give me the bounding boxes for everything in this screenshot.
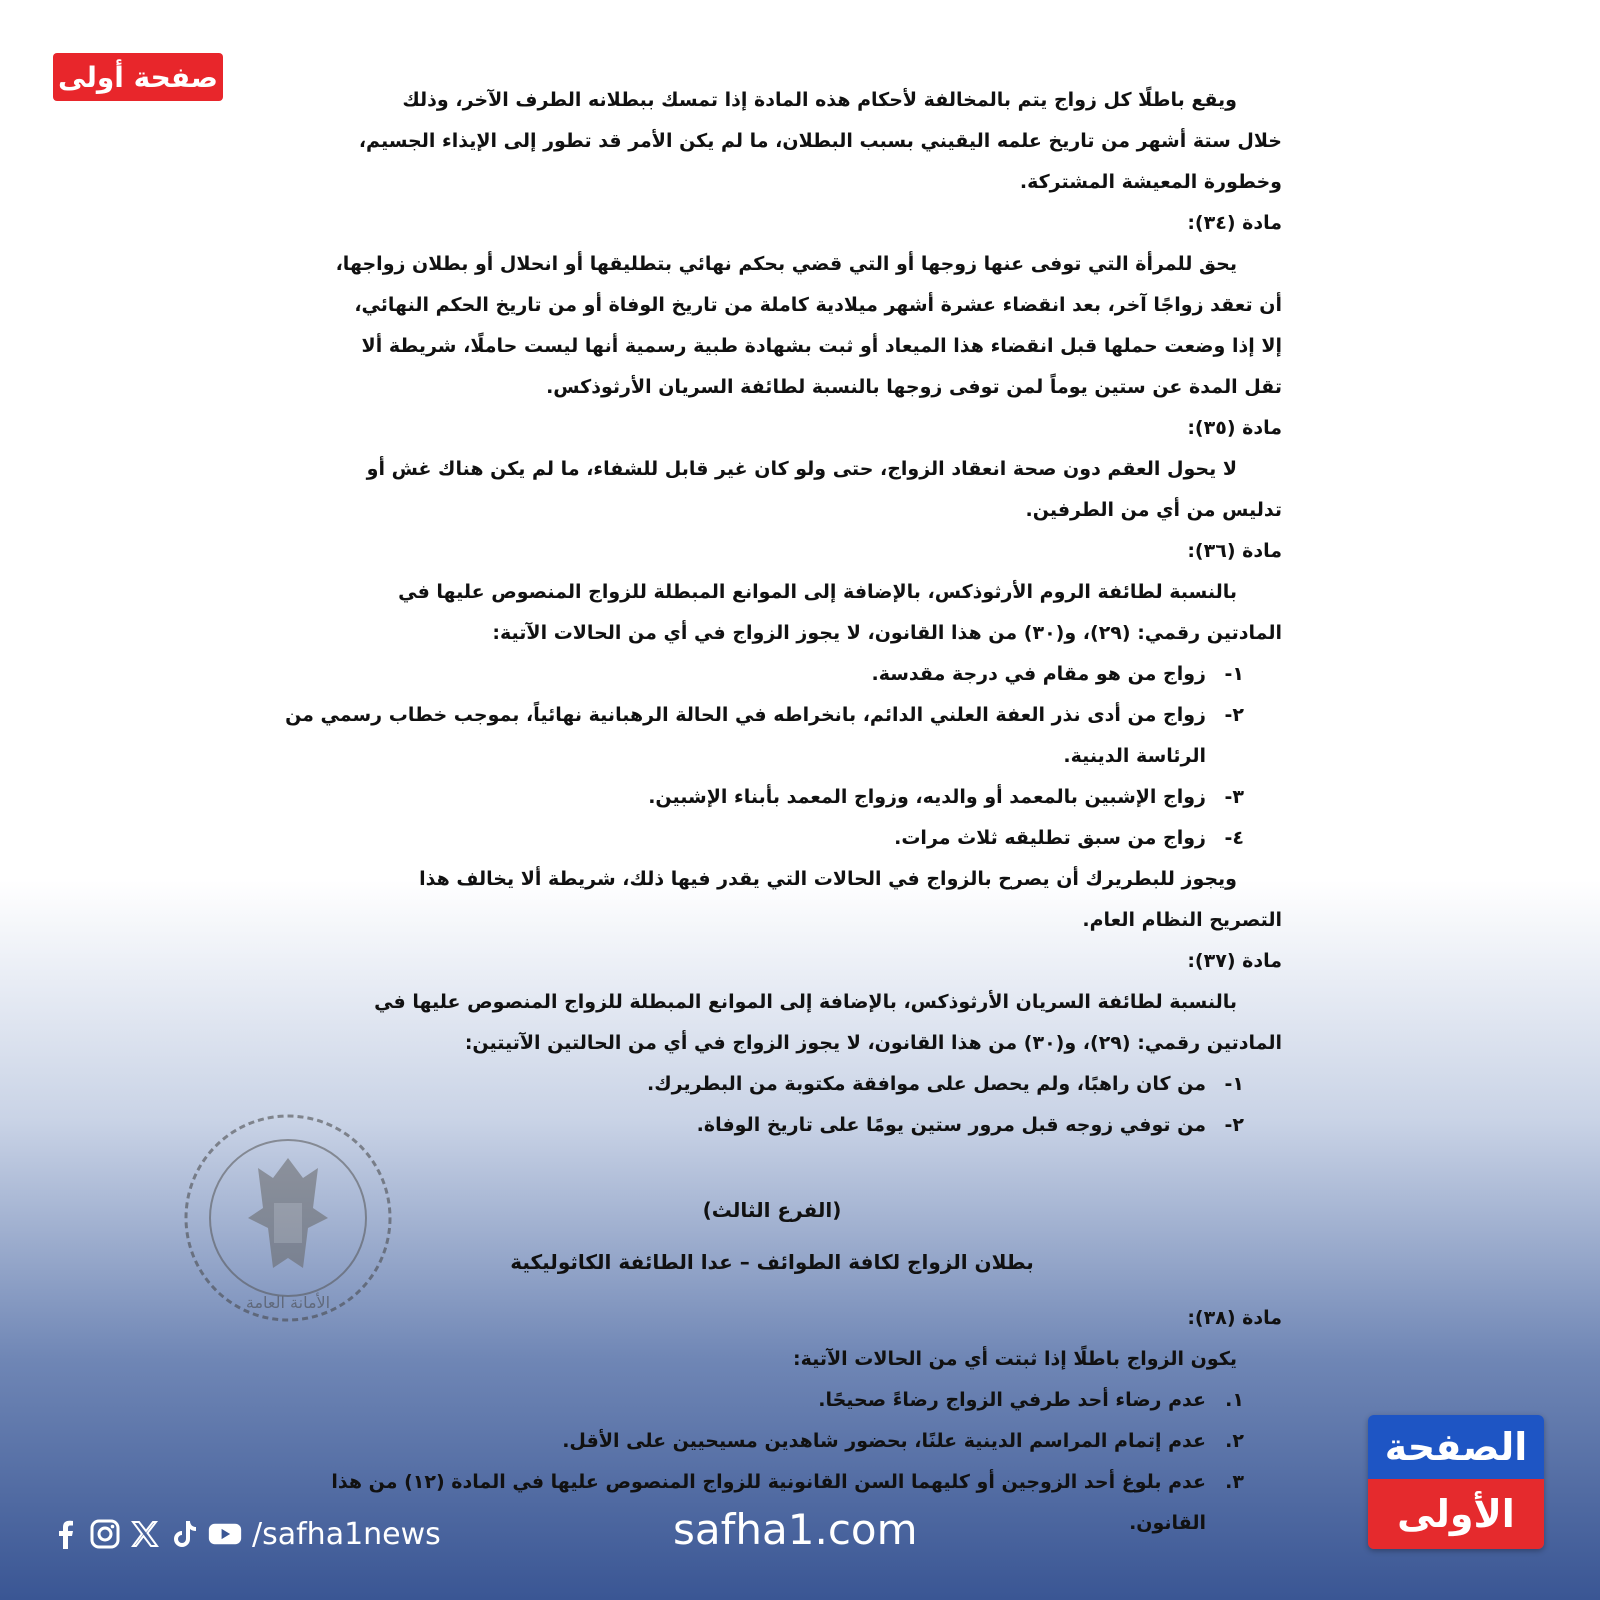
section-heading-line2: بطلان الزواج لكافة الطوائف – عدا الطائفة الكاثوليكية [510, 1250, 1034, 1274]
section-heading [262, 1146, 1282, 1298]
article-34-line: أن تعقد زواجًا آخر، بعد انقضاء عشرة أشهر ميلادية كاملة من تاريخ الوفاة أو من تاريخ الحكم النهائي، [354, 294, 1282, 316]
article-35-line: لا يحول العقم دون صحة انعقاد الزواج، حتى ولو كان غير قابل للشفاء، ما لم يكن هناك غش أو [366, 458, 1237, 480]
article-37-title: مادة (٣٧): [1187, 950, 1282, 972]
list-item-text: عدم بلوغ أحد الزوجين أو كليهما السن القانونية للزواج المنصوص عليها في المادة (١٢) من هذا القانون. [331, 1471, 1206, 1534]
social-handle[interactable]: /safha1news [252, 1516, 441, 1552]
article-38-line: يكون الزواج باطلًا إذا ثبتت أي من الحالات الآتية: [792, 1348, 1237, 1370]
article-36-title: مادة (٣٦): [1187, 540, 1282, 562]
list-item-number: ١- [1224, 1073, 1244, 1095]
article-36-line: بالنسبة لطائفة الروم الأرثوذكس، بالإضافة إلى الموانع المبطلة للزواج المنصوص عليها في [398, 581, 1237, 603]
list-item-number: ١. [1225, 1389, 1244, 1411]
eagle-seal-icon [178, 1108, 398, 1328]
article-37-item [262, 1064, 1282, 1105]
list-item-number: ٢- [1224, 1114, 1244, 1136]
list-item-text: زواج من هو مقام في درجة مقدسة. [871, 663, 1206, 685]
article-36-item [262, 695, 1282, 777]
article-38-item [262, 1421, 1282, 1462]
social-links [48, 1510, 441, 1558]
article-36-item [262, 818, 1282, 859]
article-36-closing: التصريح النظام العام. [1082, 909, 1282, 931]
article-35-title: مادة (٣٥): [1187, 417, 1282, 439]
article-37-line: المادتين رقمي: (٢٩)، و(٣٠) من هذا القانون، لا يجوز الزواج في أي من الحالتين الآتيتين: [464, 1032, 1282, 1054]
brand-logo [1368, 1415, 1544, 1549]
youtube-icon[interactable] [208, 1517, 242, 1551]
brand-badge [53, 53, 223, 101]
intro-line: وخطورة المعيشة المشتركة. [1019, 171, 1282, 193]
list-item-number: ٢. [1225, 1430, 1244, 1452]
facebook-icon[interactable] [48, 1517, 82, 1551]
article-36-item [262, 654, 1282, 695]
list-item-text: عدم رضاء أحد طرفي الزواج رضاءً صحيحًا. [818, 1389, 1206, 1411]
article-36-closing: ويجوز للبطريرك أن يصرح بالزواج في الحالات التي يقدر فيها ذلك، شريطة ألا يخالف هذا [419, 868, 1237, 890]
list-item-number: ١- [1224, 663, 1244, 685]
article-37-item [262, 1105, 1282, 1146]
official-seal [178, 1108, 398, 1328]
article-36-item [262, 777, 1282, 818]
article-38-item [262, 1380, 1282, 1421]
intro-line: ويقع باطلًا كل زواج يتم بالمخالفة لأحكام هذه المادة إذا تمسك ببطلانه الطرف الآخر، وذلك [402, 89, 1237, 111]
list-item-text: من توفي زوجه قبل مرور ستين يومًا على تاريخ الوفاة. [696, 1114, 1206, 1136]
list-item-number: ٤- [1224, 827, 1244, 849]
list-item-number: ٣- [1224, 786, 1244, 808]
brand-badge-label: صفحة أولى [58, 60, 218, 94]
tiktok-icon[interactable] [168, 1517, 202, 1551]
instagram-icon[interactable] [88, 1517, 122, 1551]
list-item-text: زواج من سبق تطليقه ثلاث مرات. [894, 827, 1206, 849]
article-34-line: تقل المدة عن ستين يوماً لمن توفى زوجها بالنسبة لطائفة السريان الأرثوذكس. [546, 376, 1282, 398]
list-item-text: من كان راهبًا، ولم يحصل على موافقة مكتوبة من البطريرك. [647, 1073, 1206, 1095]
article-34-line: إلا إذا وضعت حملها قبل انقضاء هذا الميعاد أو ثبت بشهادة طبية رسمية أنها ليست حاملًا، شريطة ألا [361, 335, 1282, 357]
article-36-line: المادتين رقمي: (٢٩)، و(٣٠) من هذا القانون، لا يجوز الزواج في أي من الحالات الآتية: [492, 622, 1282, 644]
intro-line: خلال ستة أشهر من تاريخ علمه اليقيني بسبب البطلان، ما لم يكن الأمر قد تطور إلى الإيذاء الجسيم، [358, 130, 1282, 152]
logo-line2: الأولى [1368, 1479, 1544, 1549]
article-38-title: مادة (٣٨): [1187, 1307, 1282, 1329]
list-item-text: عدم إتمام المراسم الدينية علنًا، بحضور شاهدين مسيحيين على الأقل. [562, 1430, 1206, 1452]
article-34-line: يحق للمرأة التي توفى عنها زوجها أو التي قضي بحكم نهائي بتطليقها أو انحلال أو بطلان زواجها، [335, 253, 1237, 275]
legal-document [262, 80, 1282, 1544]
list-item-text: زواج من أدى نذر العفة العلني الدائم، بانخراطه في الحالة الرهبانية نهائياً، بموجب خطاب رسمي من الرئاسة الدينية. [285, 704, 1206, 767]
article-35-line: تدليس من أي من الطرفين. [1025, 499, 1282, 521]
article-37-line: بالنسبة لطائفة السريان الأرثوذكس، بالإضافة إلى الموانع المبطلة للزواج المنصوص عليها في [374, 991, 1237, 1013]
article-34-title: مادة (٣٤): [1187, 212, 1282, 234]
section-heading-line1: (الفرع الثالث) [702, 1198, 842, 1222]
list-item-number: ٢- [1224, 704, 1244, 726]
list-item-number: ٣. [1225, 1471, 1244, 1493]
list-item-text: زواج الإشبين بالمعمد أو والديه، وزواج المعمد بأبناء الإشبين. [648, 786, 1206, 808]
x-icon[interactable] [128, 1517, 162, 1551]
svg-text:الأمانة العامة: الأمانة العامة [245, 1293, 331, 1312]
logo-line1: الصفحة [1368, 1415, 1544, 1479]
website-url[interactable]: safha1.com [673, 1505, 918, 1554]
